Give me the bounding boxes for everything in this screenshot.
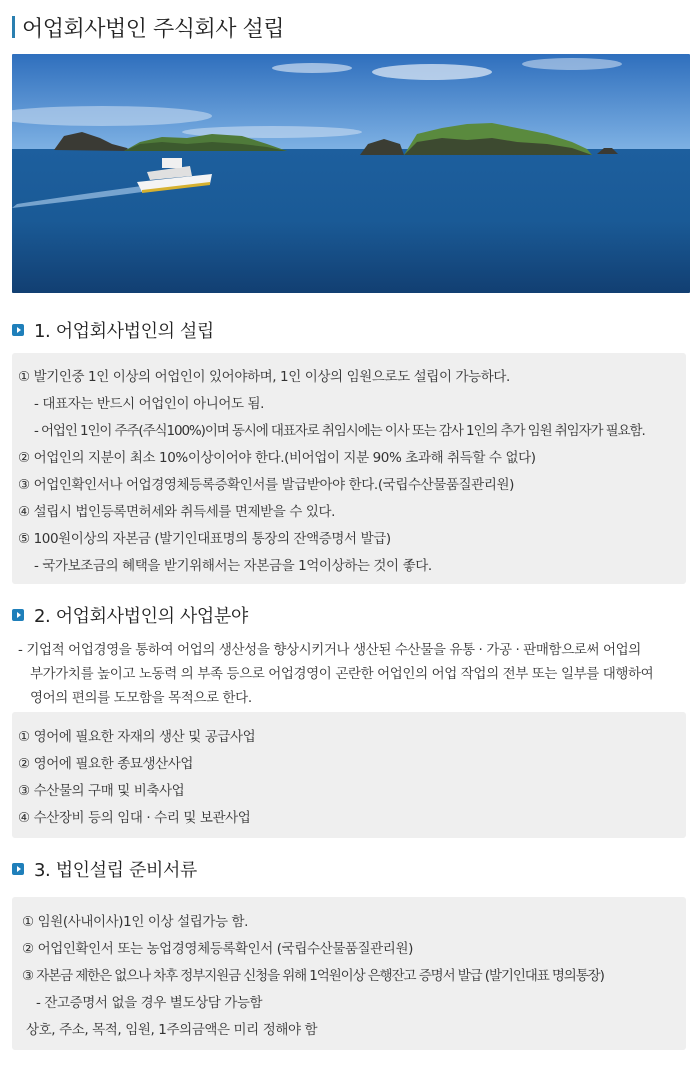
title-accent-bar bbox=[12, 16, 15, 38]
intro-text-line: - 기업적 어업경영을 통하여 어업의 생산성을 향상시키거나 생산된 수산물을 유통 · 가공 · 판매함으로써 어업의 bbox=[18, 642, 641, 658]
list-item: - 대표자는 반드시 어업인이 아니어도 됨. bbox=[34, 396, 265, 412]
list-item: ② 어업인확인서 또는 농업경영체등록확인서 (국립수산물품질관리원) bbox=[22, 941, 413, 957]
list-item: ③ 어업인확인서나 어업경영체등록증확인서를 발급받아야 한다.(국립수산물품질관리원) bbox=[18, 477, 514, 493]
list-item: ② 어업인의 지분이 최소 10%이상이어야 한다.(비어업이 지분 90% 초과해 취득할 수 없다) bbox=[18, 450, 536, 466]
page-title bbox=[12, 12, 284, 42]
section-heading-1 bbox=[12, 317, 214, 343]
section-1-box bbox=[12, 353, 686, 584]
list-item: ④ 수산장비 등의 임대 · 수리 및 보관사업 bbox=[18, 810, 251, 826]
list-item: - 잔고증명서 없을 경우 별도상담 가능함 bbox=[36, 995, 263, 1011]
list-item: ③ 자본금 제한은 없으나 차후 정부지원금 신청을 위해 1억원이상 은행잔고 증명서 발급 (발기인대표 명의통장) bbox=[22, 968, 604, 984]
chevron-right-icon bbox=[12, 863, 24, 875]
section-3-box bbox=[12, 897, 686, 1050]
list-item: ④ 설립시 법인등록면허세와 취득세를 면제받을 수 있다. bbox=[18, 504, 336, 520]
section-heading-label: 3. 법인설립 준비서류 bbox=[34, 860, 197, 881]
sea-islands-photo-icon bbox=[12, 54, 690, 293]
section-heading-3 bbox=[12, 856, 197, 882]
list-item: ① 임원(사내이사)1인 이상 설립가능 함. bbox=[22, 914, 249, 930]
list-item: ③ 수산물의 구매 및 비축사업 bbox=[18, 783, 185, 799]
chevron-right-icon bbox=[12, 609, 24, 621]
list-item: ① 영어에 필요한 자재의 생산 및 공급사업 bbox=[18, 729, 256, 745]
intro-text-line: 영어의 편의를 도모함을 목적으로 한다. bbox=[30, 690, 252, 706]
section-heading-label: 2. 어업회사법인의 사업분야 bbox=[34, 606, 248, 627]
chevron-right-icon bbox=[12, 324, 24, 336]
page-title-text: 어업회사법인 주식회사 설립 bbox=[22, 16, 285, 42]
list-item: ① 발기인중 1인 이상의 어업인이 있어야하며, 1인 이상의 임원으로도 설립이 가능하다. bbox=[18, 369, 510, 385]
section-2-box bbox=[12, 712, 686, 838]
list-item: ② 영어에 필요한 종묘생산사업 bbox=[18, 756, 194, 772]
section-heading-label: 1. 어업회사법인의 설립 bbox=[34, 321, 214, 342]
list-item: ⑤ 100원이상의 자본금 (발기인대표명의 통장의 잔액증명서 발급) bbox=[18, 531, 391, 547]
section-heading-2 bbox=[12, 602, 248, 628]
hero-sea-image bbox=[12, 54, 690, 293]
list-item: - 어업인 1인이 주주(주식100%)이며 동시에 대표자로 취임시에는 이사 또는 감사 1인의 추가 임원 취임자가 필요함. bbox=[34, 423, 645, 439]
list-item: - 국가보조금의 혜택을 받기위해서는 자본금을 1억이상하는 것이 좋다. bbox=[34, 558, 432, 574]
list-item: 상호, 주소, 목적, 임원, 1주의금액은 미리 정해야 함 bbox=[26, 1022, 318, 1038]
intro-text-line: 부가가치를 높이고 노동력 의 부족 등으로 어업경영이 곤란한 어업인의 어업 작업의 전부 또는 일부를 대행하여 bbox=[30, 666, 654, 682]
